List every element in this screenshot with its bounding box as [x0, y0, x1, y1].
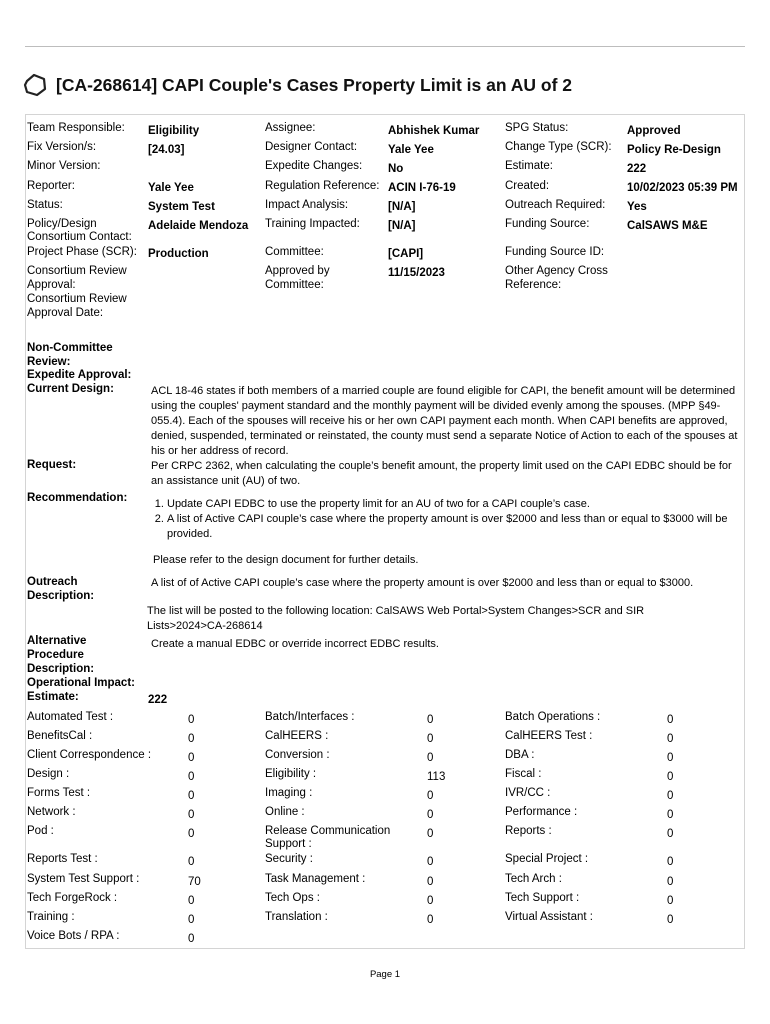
project-phase-value: Production — [148, 248, 209, 260]
policy-design-label-2: Consortium Contact: — [27, 231, 132, 243]
recommendation-label: Recommendation: — [27, 492, 128, 504]
team-responsible-value: Eligibility — [148, 125, 200, 137]
team-responsible-label: Team Responsible: — [27, 122, 125, 134]
reporter-label: Reporter: — [27, 180, 75, 192]
estimate-item-label: Reports : — [505, 825, 552, 837]
estimate-item-label: Special Project : — [505, 853, 589, 865]
estimate-item-value: 0 — [188, 714, 195, 726]
current-design-text: ACL 18-46 states if both members of a married couple are found eligible for CAPI, the benefit amount will be determined using the couples' payment standard and the monthly payment will be divided evenly among the spouses. (MPP §49-055.4). Each of the spouses will receive his or her own CAPI payment each month. When CAPI benefits are approved, denied, suspended, terminated or reinstated, the county must send a separate Notice of Action to each of the spouses at his or her address of record. — [151, 385, 738, 457]
other-agency-label-2: Reference: — [505, 279, 562, 291]
estimate-item-value: 0 — [188, 856, 195, 868]
estimate-item-value: 0 — [188, 809, 195, 821]
outreach-description-label-1: Outreach — [27, 576, 78, 588]
approved-by-committee-value: 11/15/2023 — [388, 267, 445, 279]
estimate-section-value: 222 — [148, 694, 168, 706]
outreach-description-label-2: Description: — [27, 590, 95, 602]
estimate-item-label: Performance : — [505, 806, 578, 818]
estimate-item-label: BenefitsCal : — [27, 730, 93, 742]
recommendation-item: 1. Update CAPI EDBC to use the property limit for an AU of two for a CAPI couple’s case. — [167, 497, 741, 512]
approved-by-committee-label-2: Committee: — [265, 279, 324, 291]
funding-source-id-label: Funding Source ID: — [505, 246, 605, 258]
estimate-item-label: Design : — [27, 768, 70, 780]
estimate-item-label: Online : — [265, 806, 305, 818]
estimate-item-label: Tech Support : — [505, 892, 580, 904]
outreach-required-label: Outreach Required: — [505, 199, 606, 211]
status-label: Status: — [27, 199, 63, 211]
estimate-item-label: Training : — [27, 911, 75, 923]
assignee-label: Assignee: — [265, 122, 316, 134]
estimate-item-value: 0 — [667, 914, 674, 926]
funding-source-value: CalSAWS M&E — [627, 220, 708, 232]
estimate-item-label: Client Correspondence : — [27, 749, 152, 761]
fix-versions-value: [24.03] — [148, 144, 185, 156]
estimate-item-value: 0 — [667, 809, 674, 821]
status-value: System Test — [148, 201, 215, 213]
estimate-item-label: Forms Test : — [27, 787, 91, 799]
estimate-item-value: 0 — [427, 914, 434, 926]
estimate-item-value: 0 — [188, 790, 195, 802]
reporter-value: Yale Yee — [148, 182, 194, 194]
request-label: Request: — [27, 459, 77, 471]
estimate-item-label: Fiscal : — [505, 768, 542, 780]
estimate-item-label: IVR/CC : — [505, 787, 551, 799]
created-label: Created: — [505, 180, 550, 192]
estimate-item-label: Batch Operations : — [505, 711, 601, 723]
minor-version-label: Minor Version: — [27, 160, 101, 172]
page-title: [CA-268614] CAPI Couple's Cases Property Limit is an AU of 2 — [56, 74, 573, 95]
estimate-item-value: 0 — [667, 856, 674, 868]
estimate-item-value: 0 — [427, 856, 434, 868]
estimate-section-label: Estimate: — [27, 691, 79, 703]
estimate-item-value: 0 — [667, 714, 674, 726]
training-impacted-value: [N/A] — [388, 220, 416, 232]
designer-contact-label: Designer Contact: — [265, 141, 358, 153]
estimate-item-label: Automated Test : — [27, 711, 114, 723]
request-text: Per CRPC 2362, when calculating the couple’s benefit amount, the property limit used on the CAPI EDBC should be for an assistance unit (AU) of two. — [151, 460, 732, 487]
outreach-required-value: Yes — [627, 201, 647, 213]
change-type-label: Change Type (SCR): — [505, 141, 612, 153]
consortium-review-approval-date-label-2: Approval Date: — [27, 307, 104, 319]
created-value: 10/02/2023 05:39 PM — [627, 182, 738, 194]
recommendation-item: 2. A list of Active CAPI couple’s case where the property amount is over $2000 and less than or equal to $3000 will be provided. — [167, 512, 741, 542]
estimate-item-value: 0 — [427, 895, 434, 907]
training-impacted-label: Training Impacted: — [265, 218, 360, 230]
alternative-procedure-label-2: Procedure — [27, 649, 84, 661]
committee-label: Committee: — [265, 246, 324, 258]
estimate-item-label: Reports Test : — [27, 853, 98, 865]
estimate-item-value: 0 — [427, 733, 434, 745]
alternative-procedure-text: Create a manual EDBC or override incorrect EDBC results. — [151, 638, 439, 650]
estimate-item-label: CalHEERS Test : — [505, 730, 593, 742]
estimate-item-value: 0 — [427, 828, 434, 840]
estimate-item-value: 0 — [667, 771, 674, 783]
estimate-item-value: 0 — [188, 828, 195, 840]
estimate-item-value: 0 — [427, 752, 434, 764]
estimate-item-value: 0 — [188, 752, 195, 764]
estimate-item-label: CalHEERS : — [265, 730, 329, 742]
expedite-approval-label: Expedite Approval: — [27, 369, 132, 381]
estimate-item-label: DBA : — [505, 749, 535, 761]
page-number: Page 1 — [369, 969, 401, 980]
non-committee-review-label-2: Review: — [27, 356, 71, 368]
estimate-item-label: Tech ForgeRock : — [27, 892, 118, 904]
estimate-item-value: 0 — [188, 914, 195, 926]
alternative-procedure-label-3: Description: — [27, 663, 95, 675]
spg-status-label: SPG Status: — [505, 122, 569, 134]
change-type-value: Policy Re-Design — [627, 144, 721, 156]
estimate-item-label: Imaging : — [265, 787, 313, 799]
project-phase-label: Project Phase (SCR): — [27, 246, 137, 258]
estimate-item-label: Eligibility : — [265, 768, 317, 780]
estimate-item-value: 0 — [427, 790, 434, 802]
alternative-procedure-label-1: Alternative — [27, 635, 87, 647]
estimate-item-label: Network : — [27, 806, 76, 818]
other-agency-label-1: Other Agency Cross — [505, 265, 608, 277]
recommendation-list — [151, 497, 741, 542]
estimate-item-label: Virtual Assistant : — [505, 911, 593, 923]
outreach-description-text: A list of of Active CAPI couple’s case where the property amount is over $2000 and less than or equal to $3000. — [151, 577, 694, 589]
policy-design-label-1: Policy/Design — [27, 218, 97, 230]
estimate-value: 222 — [627, 163, 647, 175]
assignee-value: Abhishek Kumar — [388, 125, 480, 137]
estimate-item-value: 0 — [667, 828, 674, 840]
estimate-item-value: 0 — [427, 809, 434, 821]
estimate-item-label: Task Management : — [265, 873, 366, 885]
recommendation-note: Please refer to the design document for further details. — [153, 554, 419, 566]
impact-analysis-value: [N/A] — [388, 201, 416, 213]
estimate-item-value: 0 — [427, 714, 434, 726]
spg-status-value: Approved — [627, 125, 681, 137]
operational-impact-label: Operational Impact: — [27, 677, 135, 689]
estimate-item-value: 113 — [427, 771, 446, 783]
estimate-item-label: Translation : — [265, 911, 328, 923]
expedite-changes-value: No — [388, 163, 404, 175]
estimate-item-label: Tech Ops : — [265, 892, 320, 904]
regulation-reference-value: ACIN I-76-19 — [388, 182, 456, 194]
ticket-icon — [22, 72, 48, 98]
estimate-item-label: Voice Bots / RPA : — [27, 930, 120, 942]
issue-header — [22, 70, 572, 100]
estimate-item-value: 0 — [188, 895, 195, 907]
estimate-item-label: Batch/Interfaces : — [265, 711, 355, 723]
funding-source-label: Funding Source: — [505, 218, 590, 230]
estimate-label: Estimate: — [505, 160, 553, 172]
policy-design-value: Adelaide Mendoza — [148, 220, 249, 232]
designer-contact-value: Yale Yee — [388, 144, 434, 156]
estimate-item-value: 0 — [188, 771, 195, 783]
estimate-item-value: 70 — [188, 876, 201, 888]
estimate-item-label: System Test Support : — [27, 873, 140, 885]
consortium-review-approval-date-label-1: Consortium Review — [27, 293, 127, 305]
estimate-item-value: 0 — [188, 733, 195, 745]
estimate-item-value: 0 — [667, 733, 674, 745]
committee-value: [CAPI] — [388, 248, 424, 260]
estimate-item-label: Pod : — [27, 825, 54, 837]
estimate-item-value: 0 — [667, 752, 674, 764]
consortium-review-approval-label-1: Consortium Review — [27, 265, 127, 277]
estimate-item-value: 0 — [667, 895, 674, 907]
outreach-description-location: The list will be posted to the following location: CalSAWS Web Portal>System Changes>SCR and SIR Lists>2024>CA-268614 — [147, 605, 645, 632]
estimate-item-value: 0 — [188, 933, 195, 945]
estimate-item-label: Security : — [265, 853, 313, 865]
estimate-item-label-line2: Support : — [265, 838, 312, 850]
top-divider — [25, 46, 745, 47]
impact-analysis-label: Impact Analysis: — [265, 199, 349, 211]
estimate-item-value: 0 — [667, 790, 674, 802]
estimate-item-value: 0 — [427, 876, 434, 888]
estimate-item-label: Tech Arch : — [505, 873, 562, 885]
expedite-changes-label: Expedite Changes: — [265, 160, 363, 172]
regulation-reference-label: Regulation Reference: — [265, 180, 380, 192]
approved-by-committee-label-1: Approved by — [265, 265, 330, 277]
estimate-item-label: Conversion : — [265, 749, 330, 761]
non-committee-review-label-1: Non-Committee — [27, 342, 113, 354]
current-design-label: Current Design: — [27, 383, 114, 395]
consortium-review-approval-label-2: Approval: — [27, 279, 76, 291]
estimate-item-value: 0 — [667, 876, 674, 888]
estimate-item-label: Release Communication — [265, 825, 391, 837]
fix-versions-label: Fix Version/s: — [27, 141, 97, 153]
